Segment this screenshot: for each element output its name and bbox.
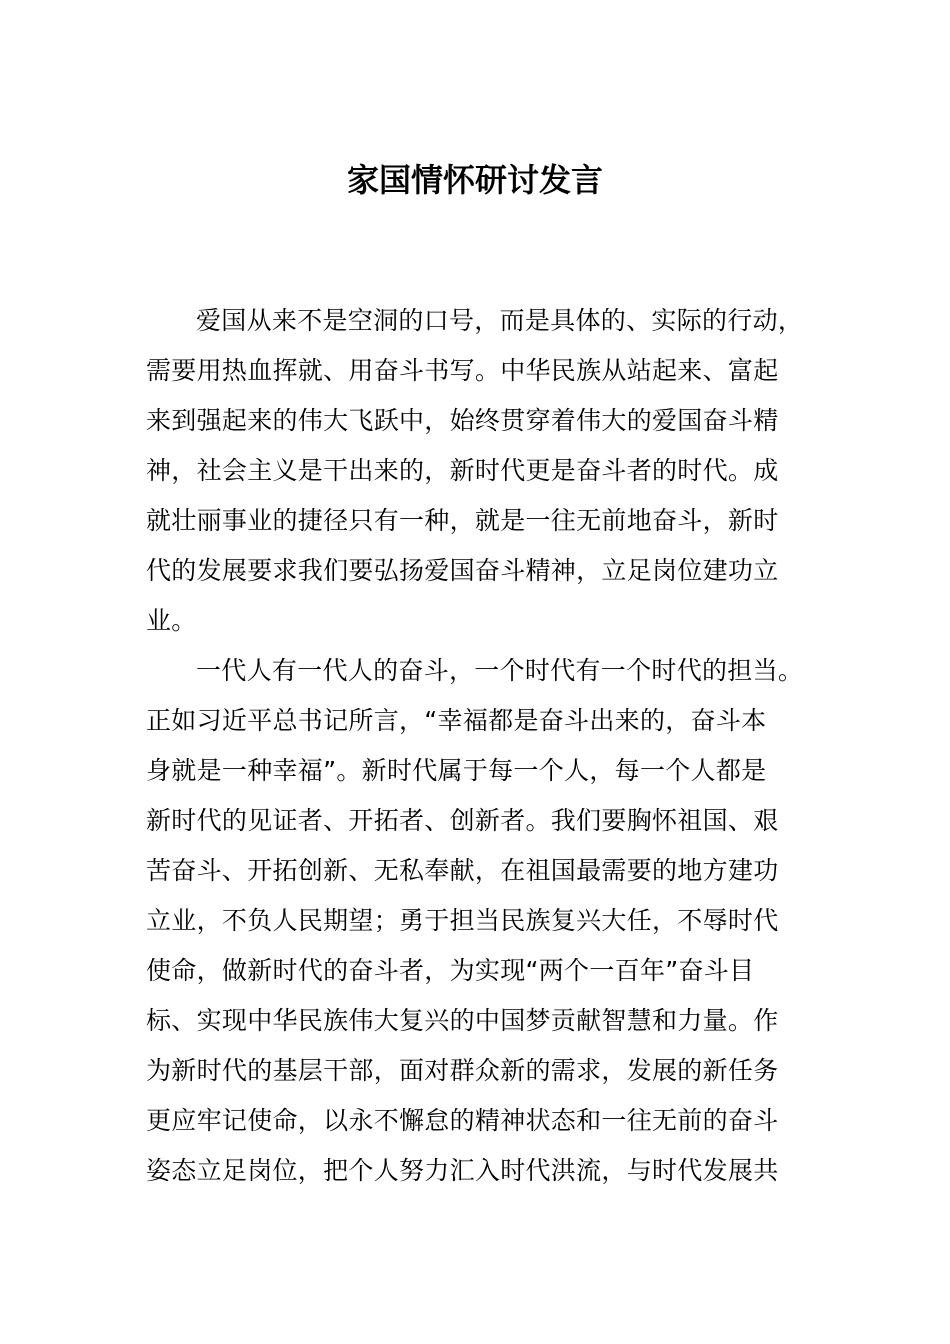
paragraph-1 bbox=[146, 296, 836, 646]
text-line: 姿态立足岗位，把个人努力汇入时代洪流，与时代发展共 bbox=[146, 1156, 779, 1185]
page-title: 家国情怀研讨发言 bbox=[346, 161, 603, 199]
document-body bbox=[146, 296, 836, 1196]
text-line: 身就是一种幸福”。新时代属于每一个人，每一个人都是 bbox=[146, 756, 767, 785]
text-line: 一代人有一代人的奋斗，一个时代有一个时代的担当。 bbox=[196, 656, 804, 685]
text-line: 更应牢记使命，以永不懈怠的精神状态和一往无前的奋斗 bbox=[146, 1106, 779, 1135]
text-line: 使命，做新时代的奋斗者，为实现“两个一百年”奋斗目 bbox=[146, 956, 755, 985]
text-line: 就壮丽事业的捷径只有一种，就是一往无前地奋斗，新时 bbox=[146, 506, 779, 535]
text-line: 业。 bbox=[146, 606, 197, 635]
text-line: 正如习近平总书记所言，“幸福都是奋斗出来的，奋斗本 bbox=[146, 706, 767, 735]
text-line: 爱国从来不是空洞的口号，而是具体的、实际的行动， bbox=[196, 306, 804, 335]
text-line: 神，社会主义是干出来的，新时代更是奋斗者的时代。成 bbox=[146, 456, 779, 485]
text-line: 为新时代的基层干部，面对群众新的需求，发展的新任务 bbox=[146, 1056, 779, 1085]
text-line: 新时代的见证者、开拓者、创新者。我们要胸怀祖国、艰 bbox=[146, 806, 779, 835]
text-line: 标、实现中华民族伟大复兴的中国梦贡献智慧和力量。作 bbox=[146, 1006, 779, 1035]
text-line: 来到强起来的伟大飞跃中，始终贯穿着伟大的爱国奋斗精 bbox=[146, 406, 779, 435]
paragraph-2 bbox=[146, 646, 836, 1196]
text-line: 需要用热血挥就、用奋斗书写。中华民族从站起来、富起 bbox=[146, 356, 779, 385]
text-line: 苦奋斗、开拓创新、无私奉献，在祖国最需要的地方建功 bbox=[146, 856, 779, 885]
text-line: 立业，不负人民期望；勇于担当民族复兴大任，不辱时代 bbox=[146, 906, 779, 935]
text-line: 代的发展要求我们要弘扬爱国奋斗精神，立足岗位建功立 bbox=[146, 556, 779, 585]
